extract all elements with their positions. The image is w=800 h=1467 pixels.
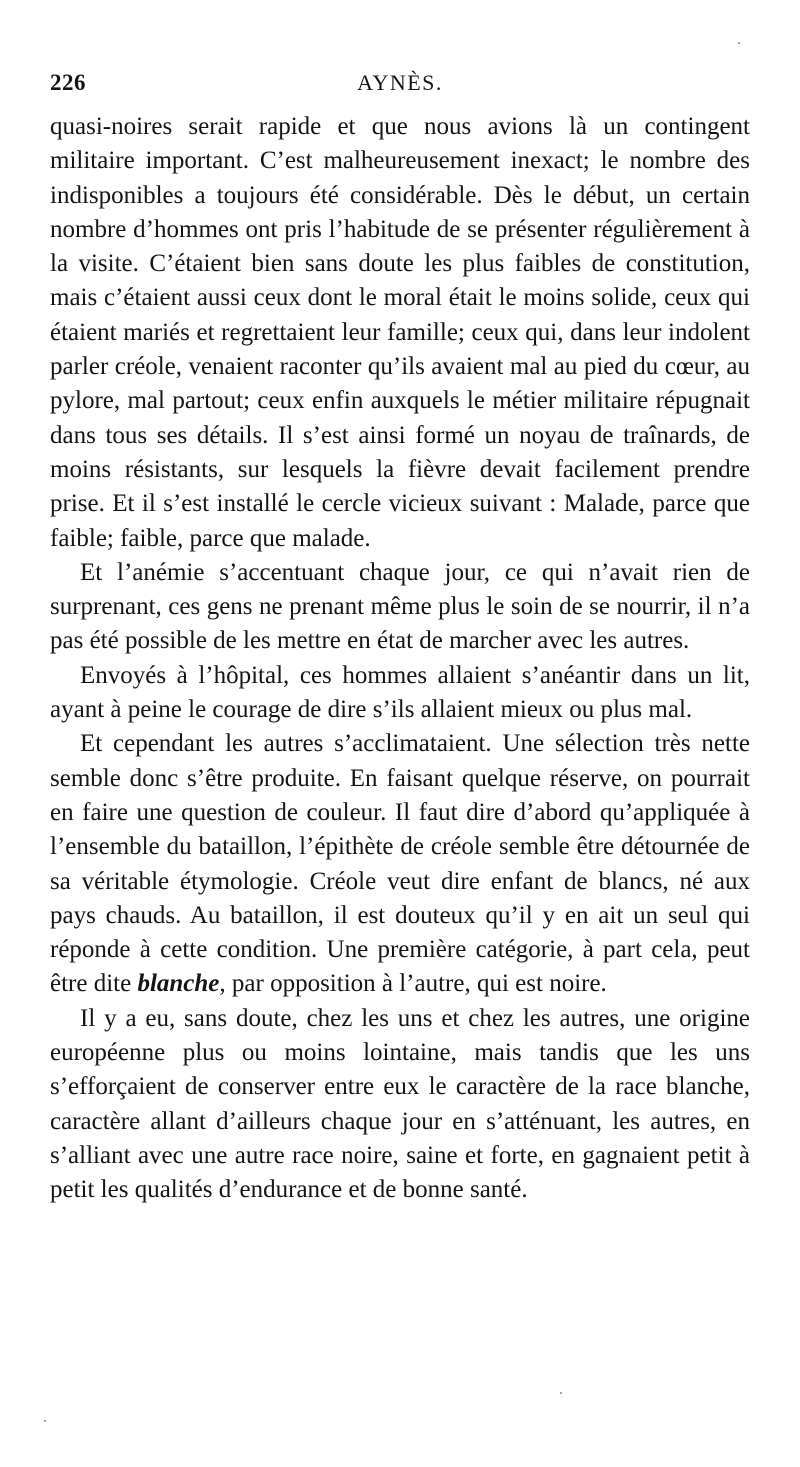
paragraph-4-text-before: Et cependant les autres s’acclimataient. Une sélection très nette semble donc s’être produite. En faisant quelque réserve, on pourrait en faire une question de couleur. Il faut dire d’abord qu’appliquée à l’ensemble du bataillon, l’épithète de créole semble être détournée de sa véritable étymologie. Créole veut dire enfant de blancs, né aux pays chauds. Au bataillon, il est douteux qu’il y en ait un seul qui réponde à cette condition. Une première catégorie, à part cela, peut être dite — [50, 730, 750, 998]
paragraph-2: Et l’anémie s’accentuant chaque jour, ce qui n’avait rien de surprenant, ces gens ne prenant même plus le soin de se nourrir, il n’a pas été possible de les mettre en état de marcher avec les autres. — [50, 558, 750, 655]
body-text — [50, 110, 750, 1208]
paragraph-4-text-after: , par opposition à l’autre, qui est noire. — [219, 970, 607, 998]
page-number: 226 — [50, 70, 86, 95]
paragraph-3: Envoyés à l’hôpital, ces hommes allaient s’anéantir dans un lit, ayant à peine le courage de dire s’ils allaient mieux ou plus mal. — [50, 661, 750, 724]
scan-speck — [738, 42, 740, 44]
paragraph-5: Il y a eu, sans doute, chez les uns et chez les autres, une origine européenne plus ou moins lointaine, mais tandis que les uns s’efforçaient de conserver entre eux le caractère de la race blanche, caractère allant d’ailleurs chaque jour en s’atténuant, les autres, en s’alliant avec une autre race noire, saine et forte, en gagnaient petit à petit les qualités d’endurance et de bonne santé. — [50, 1004, 750, 1204]
running-head — [50, 70, 750, 104]
scan-speck — [560, 1392, 562, 1394]
paragraph-4 — [50, 727, 750, 1001]
emphasis-blanche: blanche — [137, 970, 220, 998]
running-title: AYNÈS. — [357, 70, 443, 95]
paragraph-1: quasi-noires serait rapide et que nous avions là un contingent militaire important. C’est malheureusement inexact; le nombre des indisponibles a toujours été considérable. Dès le début, un certain nombre d’hommes ont pris l’habitude de se présenter régulièrement à la visite. C’étaient bien sans doute les plus faibles de constitution, mais c’étaient aussi ceux dont le moral était le moins solide, ceux qui étaient mariés et regrettaient leur famille; ceux qui, dans leur indolent parler créole, venaient raconter qu’ils avaient mal au pied du cœur, au pylore, mal partout; ceux enfin auxquels le métier militaire répugnait dans tous ses détails. Il s’est ainsi formé un noyau de traînards, de moins résistants, sur lesquels la fièvre devait facilement prendre prise. Et il s’est installé le cercle vicieux suivant : Malade, parce que faible; faible, parce que malade. — [50, 113, 750, 552]
scan-speck — [44, 1420, 46, 1422]
